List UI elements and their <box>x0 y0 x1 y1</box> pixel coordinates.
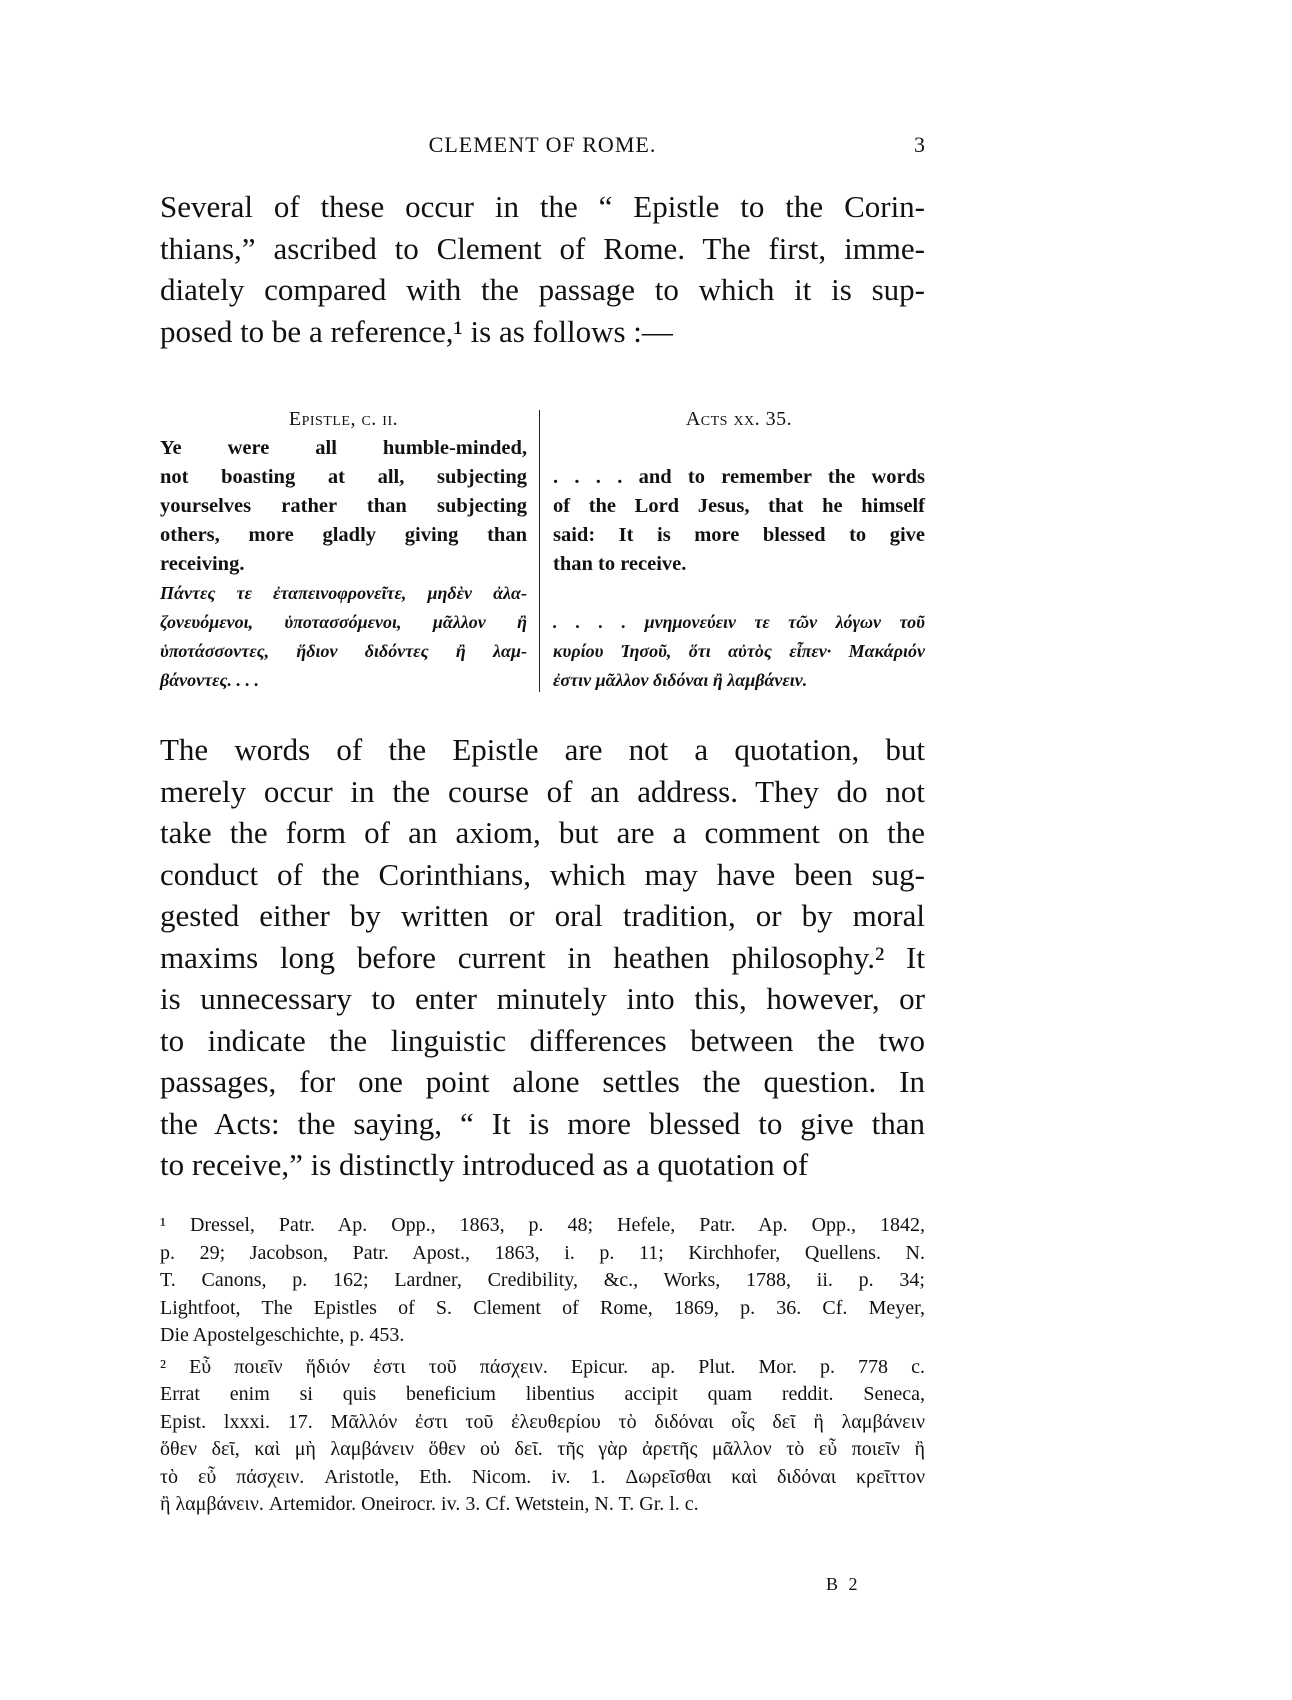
greek-line: Πάντες τε ἐταπεινοφρονεῖτε, μηδὲν ἀλα- <box>160 583 527 603</box>
footnotes <box>160 1212 925 1519</box>
text-line: others, more gladly giving than <box>160 524 527 546</box>
text-line: the Acts: the saying, “ It is more blessed to give than <box>160 1105 925 1141</box>
text-line: yourselves rather than subjecting <box>160 495 527 517</box>
text-line: of the Lord Jesus, that he himself <box>553 495 925 517</box>
text-line: maxims long before current in heathen philosophy.² It <box>160 939 925 975</box>
text-line: is unnecessary to enter minutely into this, however, or <box>160 981 925 1016</box>
greek-line: κυρίου Ἰησοῦ, ὅτι αὐτὸς εἶπεν· Μακάριόν <box>553 641 925 661</box>
text-line: gested either by written or oral tradition, or by moral <box>160 898 925 933</box>
running-header <box>160 132 925 162</box>
text-line: Ye were all humble-minded, <box>160 437 527 459</box>
footnote-line: ἢ λαμβάνειν. Artemidor. Oneirocr. iv. 3. Cf. Wetstein, N. T. Gr. l. c. <box>160 1493 699 1515</box>
epistle-column <box>160 405 527 695</box>
greek-line: ζονευόμενοι, ὑποτασσόμενοι, μᾶλλον ἢ <box>160 612 527 632</box>
greek-line: . . . . μνημονεύειν τε τῶν λόγων τοῦ <box>553 612 925 632</box>
page-number: 3 <box>914 132 925 157</box>
greek-line: βάνοντες. . . . <box>160 670 260 690</box>
footnote-line: τὸ εὖ πάσχειν. Aristotle, Eth. Nicom. iv. 1. Δωρεῖσθαι καὶ διδόναι κρεῖττον <box>160 1465 925 1488</box>
text-line: to receive,” is distinctly introduced as a quotation of <box>160 1147 809 1182</box>
footnote-line: Epist. lxxxi. 17. Μᾶλλόν ἐστι τοῦ ἐλευθερίου τὸ διδόναι οἷς δεῖ ἢ λαμβάνειν <box>160 1410 925 1433</box>
text-line: receiving. <box>160 553 245 575</box>
text-line: said: It is more blessed to give <box>553 524 925 546</box>
footnote-line: T. Canons, p. 162; Lardner, Credibility, &c., Works, 1788, ii. p. 34; <box>160 1269 925 1291</box>
acts-english <box>553 463 925 579</box>
text-line: merely occur in the course of an address. They do not <box>160 773 925 809</box>
greek-line: ἐστιν μᾶλλον διδόναι ἢ λαμβάνειν. <box>553 670 808 690</box>
footnote-1 <box>160 1212 925 1350</box>
paragraph-2 <box>160 729 925 1186</box>
epistle-greek <box>160 579 527 695</box>
epistle-english <box>160 434 527 579</box>
text-line: passages, for one point alone settles the question. In <box>160 1064 925 1099</box>
greek-line: ὑποτάσσοντες, ἥδιον διδόντες ἢ λαμ- <box>160 641 527 661</box>
signature-mark: B 2 <box>826 1574 861 1594</box>
epistle-heading: Epistle, c. ii. <box>288 408 399 430</box>
text-line: . . . . and to remember the words <box>553 466 925 488</box>
acts-heading: Acts xx. 35. <box>685 408 793 430</box>
paragraph-1 <box>160 186 925 352</box>
footnote-line: ² Εὖ ποιεῖν ἥδιόν ἐστι τοῦ πάσχειν. Epicur. ap. Plut. Mor. p. 778 c. <box>160 1355 925 1378</box>
text-line: The words of the Epistle are not a quotation, but <box>160 732 925 767</box>
footnote-line: Lightfoot, The Epistles of S. Clement of Rome, 1869, p. 36. Cf. Meyer, <box>160 1296 925 1319</box>
text-line: diately compared with the passage to which it is sup- <box>160 272 925 307</box>
text-line: take the form of an axiom, but are a comment on the <box>160 815 925 850</box>
footnote-line: Die Apostelgeschichte, p. 453. <box>160 1324 405 1346</box>
footnote-line: Errat enim si quis beneficium libentius accipit quam reddit. Seneca, <box>160 1383 925 1405</box>
running-title: CLEMENT OF ROME. <box>428 132 657 157</box>
text-line: posed to be a reference,¹ is as follows :— <box>160 313 673 349</box>
acts-column <box>553 405 925 695</box>
column-divider <box>539 410 540 692</box>
text-line: to indicate the linguistic differences between the two <box>160 1022 925 1058</box>
text-line: conduct of the Corinthians, which may have been sug- <box>160 856 925 892</box>
text-line: Several of these occur in the “ Epistle to the Corin- <box>160 189 925 224</box>
footnote-line: ¹ Dressel, Patr. Ap. Opp., 1863, p. 48; Hefele, Patr. Ap. Opp., 1842, <box>160 1214 925 1236</box>
text-line: not boasting at all, subjecting <box>160 466 527 488</box>
acts-greek <box>553 608 925 695</box>
text-line: thians,” ascribed to Clement of Rome. The first, imme- <box>160 230 925 266</box>
footnote-line: p. 29; Jacobson, Patr. Apost., 1863, i. p. 11; Kirchhofer, Quellens. N. <box>160 1241 925 1264</box>
footnote-line: ὅθεν δεῖ, καὶ μὴ λαμβάνειν ὅθεν οὐ δεῖ. τῆς γὰρ ἀρετῆς μᾶλλον τὸ εὖ ποιεῖν ἢ <box>160 1438 925 1460</box>
text-line: than to receive. <box>553 553 687 575</box>
footnote-2 <box>160 1354 925 1519</box>
